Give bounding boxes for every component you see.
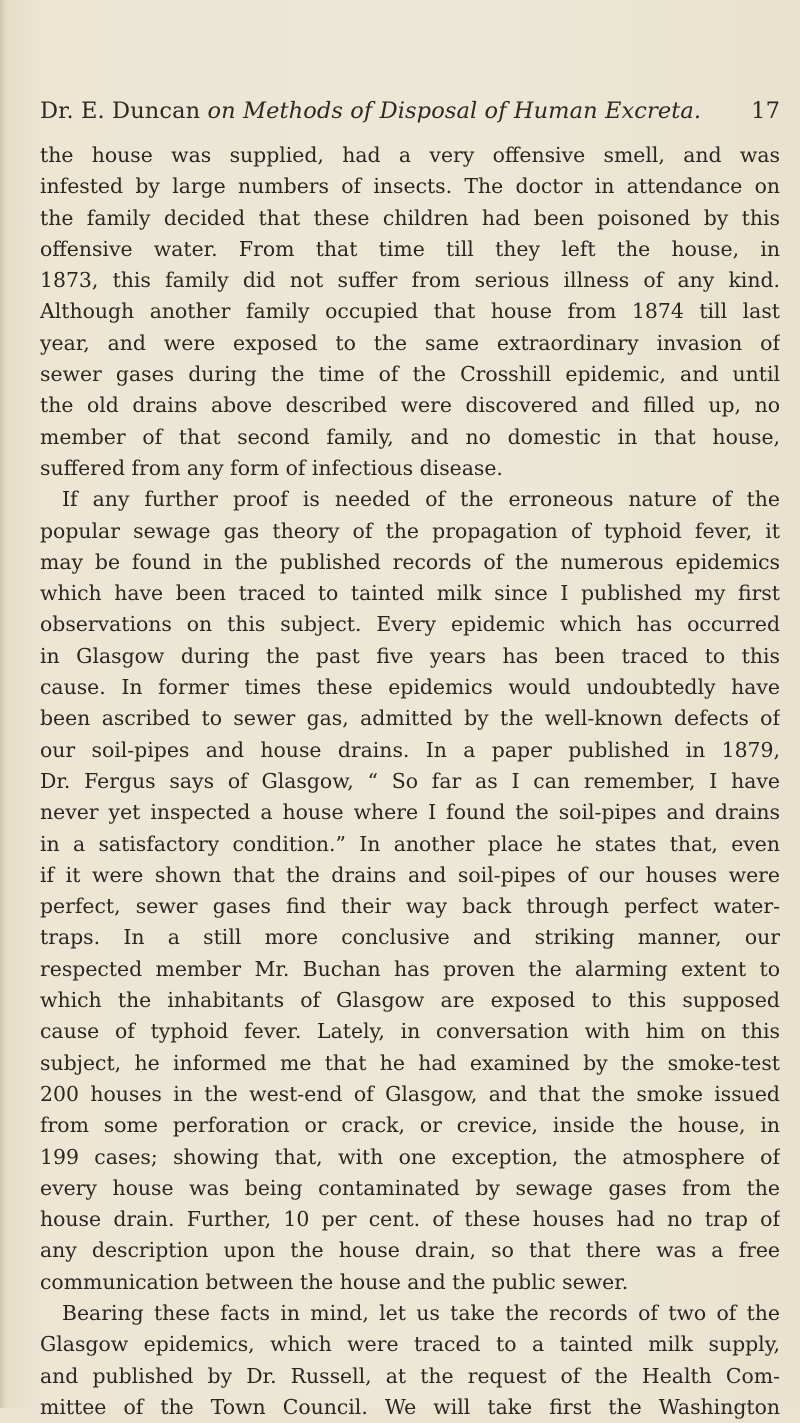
- text-line: If any further proof is needed of the erroneous nature of the: [62, 487, 780, 512]
- text-line: the family decided that these children had been poisoned by this: [40, 205, 780, 230]
- text-line: mittee of the Town Council. We will take first the Washington: [40, 1394, 780, 1419]
- text-line: every house was being contaminated by sewage gases from the: [40, 1175, 780, 1200]
- running-head-title: on Methods of Disposal of Human Excreta.: [207, 98, 702, 124]
- text-line: member of that second family, and no domestic in that house,: [40, 424, 780, 449]
- running-head: [40, 96, 780, 126]
- text-line: suffered from any form of infectious disease.: [40, 455, 503, 480]
- text-line: popular sewage gas theory of the propagation of typhoid fever, it: [40, 518, 780, 543]
- text-line: sewer gases during the time of the Crosshill epidemic, and until: [40, 362, 780, 387]
- text-line: cause of typhoid fever. Lately, in conversation with him on this: [40, 1019, 780, 1044]
- text-line: offensive water. From that time till they left the house, in: [40, 236, 780, 261]
- text-line: perfect, sewer gases find their way back through perfect water-: [40, 894, 780, 919]
- text-line: the old drains above described were discovered and filled up, no: [40, 393, 780, 418]
- page-number: 17: [751, 98, 780, 124]
- text-line: in a satisfactory condition.” In another place he states that, even: [40, 831, 780, 856]
- text-line: 199 cases; showing that, with one exception, the atmosphere of: [40, 1144, 780, 1169]
- body-text: [40, 140, 780, 1423]
- text-line: year, and were exposed to the same extraordinary invasion of: [40, 330, 780, 355]
- text-line: subject, he informed me that he had examined by the smoke-test: [40, 1050, 780, 1075]
- text-line: our soil-pipes and house drains. In a paper published in 1879,: [40, 737, 780, 762]
- text-line: Although another family occupied that house from 1874 till last: [40, 299, 780, 324]
- text-line: which have been traced to tainted milk since I published my first: [40, 581, 780, 606]
- text-line: been ascribed to sewer gas, admitted by the well-known defects of: [40, 706, 780, 731]
- text-line: never yet inspected a house where I found the soil-pipes and drains: [40, 800, 780, 825]
- text-line: traps. In a still more conclusive and striking manner, our: [40, 925, 780, 950]
- text-line: house drain. Further, 10 per cent. of these houses had no trap of: [40, 1207, 780, 1232]
- text-line: respected member Mr. Buchan has proven the alarming extent to: [40, 956, 780, 981]
- text-line: 1873, this family did not suffer from serious illness of any kind.: [40, 268, 780, 293]
- text-line: Glasgow epidemics, which were traced to a tainted milk supply,: [40, 1332, 780, 1357]
- text-line: which the inhabitants of Glasgow are exposed to this supposed: [40, 988, 780, 1013]
- text-line: any description upon the house drain, so that there was a free: [40, 1238, 780, 1263]
- text-line: Bearing these facts in mind, let us take the records of two of the: [62, 1300, 780, 1325]
- text-line: from some perforation or crack, or crevice, inside the house, in: [40, 1113, 780, 1138]
- text-line: communication between the house and the public sewer.: [40, 1269, 629, 1294]
- running-head-author: Dr. E. Duncan: [40, 98, 201, 124]
- text-line: may be found in the published records of the numerous epidemics: [40, 549, 780, 574]
- text-line: infested by large numbers of insects. The doctor in attendance on: [40, 174, 780, 199]
- text-line: in Glasgow during the past five years has been traced to this: [40, 643, 780, 668]
- text-line: 200 houses in the west-end of Glasgow, and that the smoke issued: [40, 1081, 780, 1106]
- text-line: observations on this subject. Every epidemic which has occurred: [40, 612, 780, 637]
- text-line: and published by Dr. Russell, at the request of the Health Com-: [40, 1363, 780, 1388]
- page-edge-shadow: [0, 0, 6, 1408]
- text-line: the house was supplied, had a very offensive smell, and was: [40, 143, 780, 167]
- text-line: cause. In former times these epidemics would undoubtedly have: [40, 675, 780, 700]
- text-line: Dr. Fergus says of Glasgow, “ So far as I can remember, I have: [40, 768, 780, 793]
- text-line: if it were shown that the drains and soil-pipes of our houses were: [40, 862, 780, 887]
